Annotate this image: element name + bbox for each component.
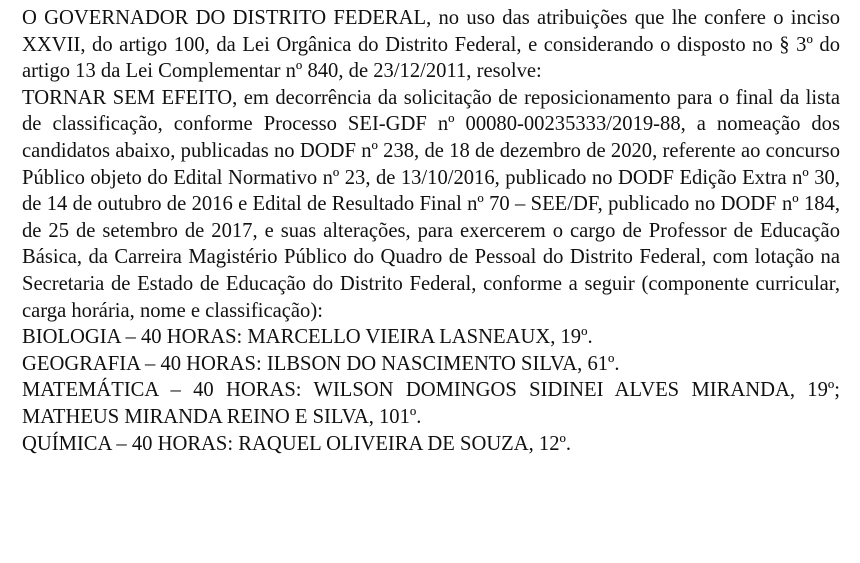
entry-geografia: GEOGRAFIA – 40 HORAS: ILBSON DO NASCIMENTO SILVA, 61º. xyxy=(22,352,620,375)
entry-biologia: BIOLOGIA – 40 HORAS: MARCELLO VIEIRA LASNEAUX, 19º. xyxy=(22,326,593,349)
preamble-paragraph: O GOVERNADOR DO DISTRITO FEDERAL, no uso das atribuições que lhe confere o inciso XXVII, do artigo 100, da Lei Orgânica do Distrito Federal, e considerando o disposto no § 3º do artigo 13 da Lei Complementar nº 840, de 23/12/2011, resolve: xyxy=(22,7,840,83)
entry-quimica: QUÍMICA – 40 HORAS: RAQUEL OLIVEIRA DE SOUZA, 12º. xyxy=(22,432,572,455)
entry-matematica: MATEMÁTICA – 40 HORAS: WILSON DOMINGOS SIDINEI ALVES MIRANDA, 19º; MATHEUS MIRANDA REINO E SILVA, 101º. xyxy=(22,379,840,428)
document-text xyxy=(22,5,840,457)
body-paragraph: TORNAR SEM EFEITO, em decorrência da solicitação de reposicionamento para o final da lista de classificação, conforme Processo SEI-GDF nº 00080-00235333/2019-88, a nomeação dos candidatos abaixo, publicadas no DODF nº 238, de 18 de dezembro de 2020, referente ao concurso Público objeto do Edital Normativo nº 23, de 13/10/2016, publicado no DODF Edição Extra nº 30, de 14 de outubro de 2016 e Edital de Resultado Final nº 70 – SEE/DF, publicado no DODF nº 184, de 25 de setembro de 2017, e suas alterações, para exercerem o cargo de Professor de Educação Básica, da Carreira Magistério Público do Quadro de Pessoal do Distrito Federal, com lotação na Secretaria de Estado de Educação do Distrito Federal, conforme a seguir (componente curricular, carga horária, nome e classificação): xyxy=(22,86,840,322)
